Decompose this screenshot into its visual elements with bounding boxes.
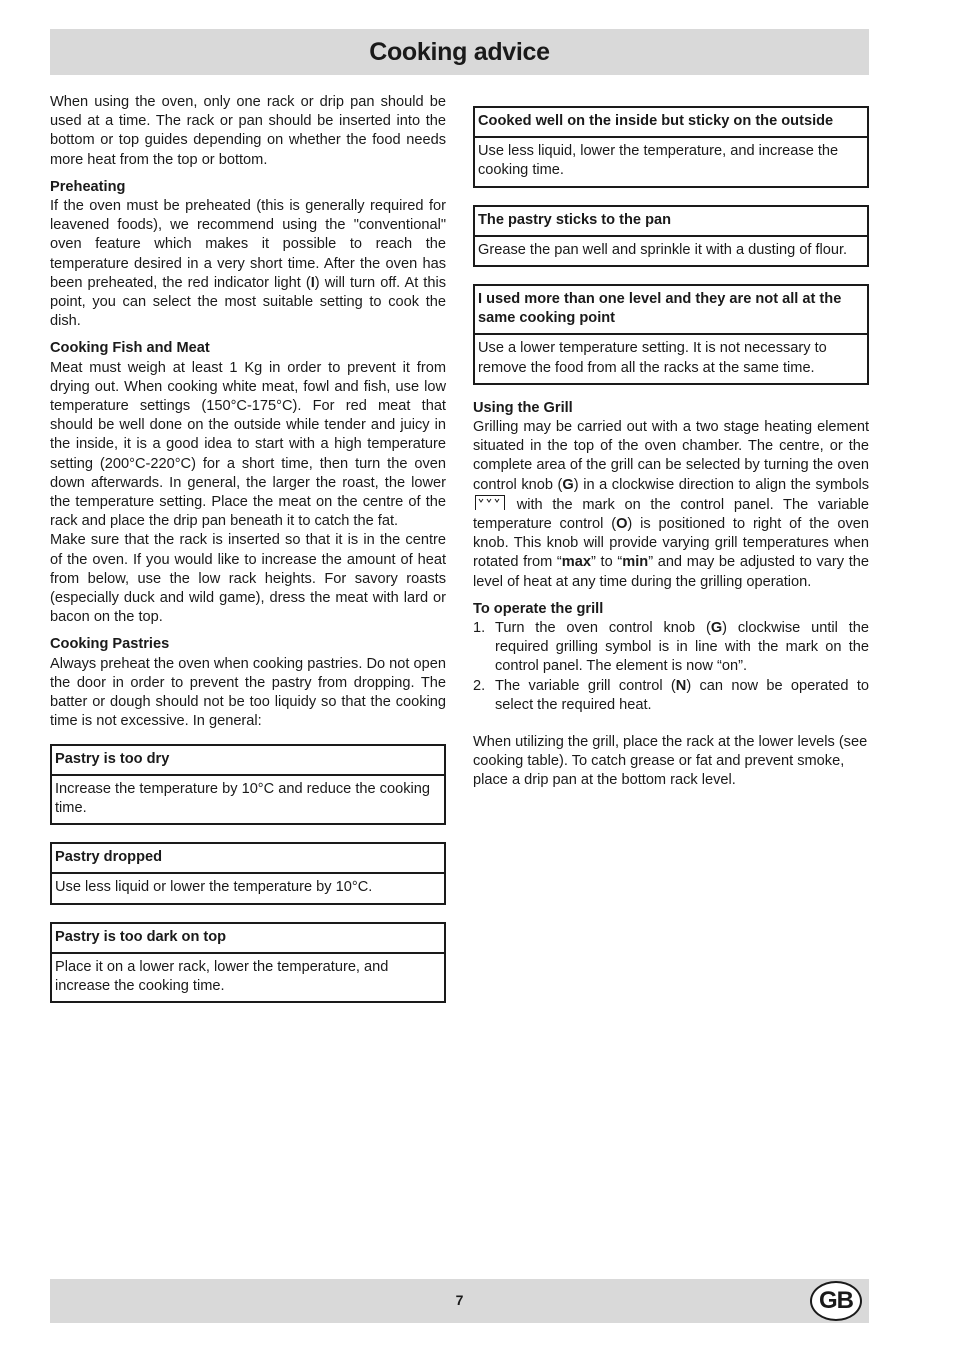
step-text <box>495 619 869 677</box>
grill-paragraph <box>473 418 869 592</box>
advice-box-body: Grease the pan well and sprinkle it with a dusting of flour. <box>478 241 848 258</box>
advice-box-body: Increase the temperature by 10°C and reduce the cooking time. <box>55 780 430 816</box>
page-number: 7 <box>455 1292 464 1308</box>
fish-meat-paragraph-1: Meat must weigh at least 1 Kg in order to prevent it from drying out. When cooking white meat, fowl and fish, use low temperature settings (150°C-175°C). For red meat that should be well done on the outside while tender and juicy in the inside, it is a good idea to start with a high temperature setting (200°C-220°C) for a short time, then turn the oven down afterwards. In general, the larger the roast, the lower the temperature setting. Place the meat on the centre of the rack and place the drip pan beneath it to catch the fat. <box>50 359 446 530</box>
step-text-bold: N <box>675 677 687 694</box>
operate-grill-steps <box>473 619 869 715</box>
indicator-light-label: I <box>310 274 315 291</box>
grill-heading: Using the Grill <box>473 399 573 416</box>
right-column <box>473 93 869 791</box>
advice-box <box>50 922 446 1004</box>
advice-box-title: The pastry sticks to the pan <box>475 207 867 237</box>
step-text-pre: The variable grill control ( <box>495 677 676 694</box>
preheating-paragraph <box>50 197 446 331</box>
advice-box-title: Pastry is too dark on top <box>52 924 444 954</box>
grill-text-4: ) is positioned to right of the oven knob. This knob will provide varying grill temperatures when rotated from “ <box>473 516 869 571</box>
grill-text-2: ) in a clockwise direction to align the symbols <box>573 476 869 493</box>
header-bar <box>50 29 869 75</box>
grill-text-5: ” to “ <box>591 554 623 571</box>
preheating-text-2: ) will turn off. At this point, you can select the most suitable setting to cook the dish. <box>50 274 447 330</box>
min-label: min <box>622 554 649 571</box>
operate-grill-heading: To operate the grill <box>473 600 604 617</box>
fish-meat-paragraph-2: Make sure that the rack is inserted so that it is in the centre of the oven. If you would like to increase the amount of heat from below, use the low rack heights. For savory roasts (especially duck and wild game), dress the meat with lard or bacon on the top. <box>50 532 446 626</box>
knob-g-label: G <box>562 476 574 493</box>
step-number: 1. <box>473 620 486 637</box>
step-text-bold: G <box>710 620 723 637</box>
preheating-heading: Preheating <box>50 178 126 195</box>
gb-language-badge: GB <box>810 1281 862 1321</box>
grill-text-3: with the mark on the control panel. The variable temperature control ( <box>473 496 869 533</box>
list-item <box>473 619 869 677</box>
fish-meat-heading: Cooking Fish and Meat <box>50 340 210 357</box>
step-text-pre: Turn the oven control knob ( <box>495 620 711 637</box>
advice-box-title: I used more than one level and they are not all at the same cooking point <box>475 286 867 335</box>
advice-box-title: Pastry dropped <box>52 844 444 874</box>
advice-box <box>473 106 869 188</box>
pastries-heading: Cooking Pastries <box>50 636 170 653</box>
grill-symbol-icon <box>475 495 505 510</box>
advice-box <box>50 744 446 826</box>
grill-text-6: ” and may be adjusted to vary the level of heat at any time during the grilling operation. <box>473 554 870 590</box>
advice-box-body: Place it on a lower rack, lower the temperature, and increase the cooking time. <box>55 958 389 994</box>
footer-bar <box>50 1279 869 1323</box>
page-title: Cooking advice <box>369 37 550 66</box>
closing-paragraph: When utilizing the grill, place the rack at the lower levels (see cooking table). To catch grease or fat and prevent smoke, place a drip pan at the bottom rack level. <box>473 734 868 789</box>
advice-box-body: Use less liquid or lower the temperature by 10°C. <box>55 879 373 896</box>
advice-box-title: Pastry is too dry <box>52 746 444 776</box>
list-item <box>473 677 869 715</box>
max-label: max <box>561 554 592 571</box>
preheating-text-1: If the oven must be preheated (this is generally required for leavened foods), we recommend using the "conventional" oven feature which makes it possible to reach the temperature desired in a very short time. After the oven has been preheated, the red indicator light ( <box>50 198 446 291</box>
step-number: 2. <box>473 677 486 694</box>
advice-box <box>50 842 446 904</box>
advice-box-title: Cooked well on the inside but sticky on the outside <box>475 108 867 138</box>
intro-paragraph: When using the oven, only one rack or drip pan should be used at a time. The rack or pan should be inserted into the bottom or top guides depending on whether the food needs more heat from the top or bottom. <box>50 94 446 168</box>
advice-box-body: Use a lower temperature setting. It is not necessary to remove the food from all the racks at the same time. <box>478 340 827 376</box>
advice-box <box>473 205 869 267</box>
step-text-post: ) can now be operated to select the required heat. <box>495 677 869 713</box>
advice-box-body: Use less liquid, lower the temperature, and increase the cooking time. <box>478 143 839 179</box>
step-text <box>495 677 869 715</box>
pastries-paragraph: Always preheat the oven when cooking pastries. Do not open the door in order to prevent the pastry from dropping. The batter or dough should not be too liquidy so that the cooking time is not excessive. In general: <box>50 655 446 730</box>
advice-box <box>473 284 869 385</box>
step-text-post: ) clockwise until the required grilling symbol is in line with the mark on the control panel. The element is now “on”. <box>495 620 869 675</box>
grill-text-1: Grilling may be carried out with a two stage heating element situated in the top of the oven chamber. The centre, or the complete area of the grill can be selected by turning the oven control knob ( <box>473 419 869 493</box>
control-o-label: O <box>616 516 628 533</box>
left-column <box>50 93 446 1003</box>
